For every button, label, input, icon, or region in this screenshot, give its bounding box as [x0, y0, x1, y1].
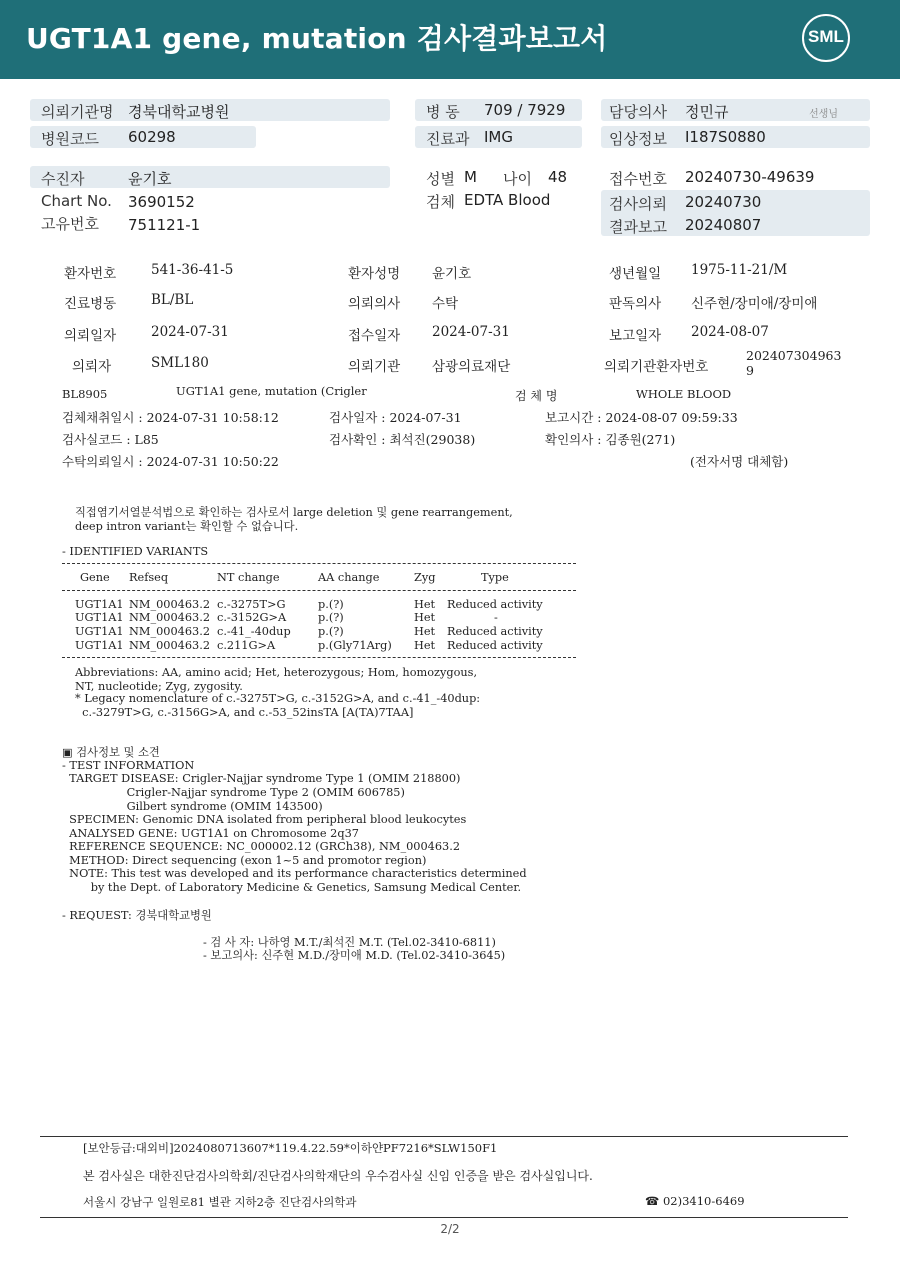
test-date: 검사일자 : 2024-07-31 — [329, 410, 462, 425]
variants-title: - IDENTIFIED VARIANTS — [62, 545, 209, 558]
receipt-label: 접수번호 — [609, 170, 667, 188]
test-info-line: NOTE: This test was developed and its performance characteristics determined — [62, 867, 527, 880]
ordering-org-label: 의뢰기관명 — [41, 103, 114, 121]
table-cell: UGT1A1 — [75, 639, 124, 652]
doc-label: 의뢰의사 — [348, 296, 401, 312]
col-gene: Gene — [80, 571, 110, 584]
table-cell: c.211G>A — [217, 639, 276, 652]
report-header — [0, 0, 900, 79]
security-line: [보안등급:대외비]2024080713607*119.4.22.59*이하얀PF7216*SLW150F1 — [83, 1141, 498, 1155]
dept-value: IMG — [484, 128, 513, 146]
table-cell: Het — [414, 625, 436, 638]
rep-value: 2024-08-07 — [691, 324, 769, 340]
intro-line-1: 직접염기서열분석법으로 확인하는 검사로서 large deletion 및 gene rearrangement, — [75, 506, 513, 519]
reqr-value: SML180 — [151, 355, 209, 371]
clinical-label: 임상정보 — [609, 130, 667, 148]
table-cell: UGT1A1 — [75, 598, 124, 611]
col-type: Type — [481, 571, 509, 584]
orgpat-value-2: 9 — [746, 363, 754, 378]
test-info-line: METHOD: Direct sequencing (exon 1~5 and promotor region) — [62, 854, 427, 867]
age-label: 나이 — [503, 170, 532, 188]
table-cell: Het — [414, 598, 436, 611]
patient-label: 수진자 — [41, 170, 85, 188]
certification-line: 본 검사실은 대한진단검사의학회/진단검사의학재단의 우수검사실 신임 인증을 받은 검사실입니다. — [83, 1169, 593, 1183]
doc-value: 수탁 — [432, 296, 459, 312]
phone-line: ☎ 02)3410-6469 — [645, 1194, 745, 1208]
col-refseq: Refseq — [129, 571, 169, 584]
abbr-line-3: * Legacy nomenclature of c.-3275T>G, c.-3152G>A, and c.-41_-40dup: — [75, 692, 481, 705]
table-cell: p.(?) — [318, 598, 344, 611]
verify-doctor: 확인의사 : 김종원(271) — [545, 432, 676, 447]
name-label: 환자성명 — [348, 266, 401, 282]
table-cell: NM_000463.2 — [129, 639, 211, 652]
logo-text: SML — [808, 27, 844, 46]
sex-label: 성별 — [426, 170, 455, 188]
age-value: 48 — [548, 168, 568, 186]
table-cell: Reduced activity — [447, 625, 543, 638]
table-divider-top — [62, 563, 576, 564]
table-cell: NM_000463.2 — [129, 625, 211, 638]
table-divider-bottom — [62, 657, 576, 658]
table-cell: UGT1A1 — [75, 611, 124, 624]
table-cell: NM_000463.2 — [129, 598, 211, 611]
address-line: 서울시 강남구 일원로81 별관 지하2층 진단검사의학과 — [83, 1195, 357, 1209]
table-cell: p.(Gly71Arg) — [318, 639, 392, 652]
hospital-code: 60298 — [128, 128, 176, 146]
org-value: 삼광의료재단 — [432, 359, 511, 375]
tester-line: - 검 사 자: 나하영 M.T./최석진 M.T. (Tel.02-3410-6811) — [203, 936, 496, 949]
receipt-number: 20240730-49639 — [685, 168, 815, 186]
org-label: 의뢰기관 — [348, 359, 401, 375]
test-info-line: by the Dept. of Laboratory Medicine & Genetics, Samsung Medical Center. — [62, 881, 522, 894]
esign-note: (전자서명 대체함) — [690, 454, 789, 469]
accept-time: 수탁의뢰일시 : 2024-07-31 10:50:22 — [62, 454, 279, 469]
test-info-line: TARGET DISEASE: Crigler-Najjar syndrome Type 1 (OMIM 218800) — [62, 772, 461, 785]
patient-name: 윤기호 — [128, 170, 172, 188]
test-info-line: REFERENCE SEQUENCE: NC_000002.12 (GRCh38), NM_000463.2 — [62, 840, 461, 853]
uid-label: 고유번호 — [41, 215, 99, 233]
spec-label: 검 체 명 — [515, 389, 558, 403]
specimen-value: EDTA Blood — [464, 191, 551, 209]
judge-value: 신주현/장미애/장미애 — [691, 296, 818, 312]
table-cell: Het — [414, 611, 436, 624]
test-info-line: ANALYSED GENE: UGT1A1 on Chromosome 2q37 — [62, 827, 359, 840]
reqr-label: 의뢰자 — [72, 359, 112, 375]
chart-number: 3690152 — [128, 193, 195, 211]
test-name: UGT1A1 gene, mutation (Crigler — [176, 384, 367, 398]
hospital-code-label: 병원코드 — [41, 130, 99, 148]
dob-value: 1975-11-21/M — [691, 262, 788, 278]
table-cell: - — [494, 611, 498, 624]
report-label: 결과보고 — [609, 218, 667, 236]
table-cell: Het — [414, 639, 436, 652]
col-aa-change: AA change — [318, 571, 380, 584]
name-value: 윤기호 — [432, 266, 472, 282]
ward-value: 709 / 7929 — [484, 101, 566, 119]
rec-label: 접수일자 — [348, 328, 401, 344]
abbr-line-2: NT, nucleotide; Zyg, zygosity. — [75, 680, 243, 693]
collect-time: 검체채취일시 : 2024-07-31 10:58:12 — [62, 410, 279, 425]
table-cell: NM_000463.2 — [129, 611, 211, 624]
table-cell: p.(?) — [318, 625, 344, 638]
table-cell: c.-3152G>A — [217, 611, 287, 624]
table-cell: Reduced activity — [447, 598, 543, 611]
test-info-line: Gilbert syndrome (OMIM 143500) — [62, 800, 323, 813]
test-info-line: SPECIMEN: Genomic DNA isolated from peripheral blood leukocytes — [62, 813, 467, 826]
test-code: BL8905 — [62, 387, 108, 401]
specimen-label: 검체 — [426, 193, 455, 211]
request-line: - REQUEST: 경북대학교병원 — [62, 909, 212, 922]
patno-value: 541-36-41-5 — [151, 262, 234, 278]
table-cell: Reduced activity — [447, 639, 543, 652]
reporter-line: - 보고의사: 신주현 M.D./장미애 M.D. (Tel.02-3410-3645) — [203, 949, 506, 962]
report-date: 20240807 — [685, 216, 762, 234]
patno-label: 환자번호 — [64, 266, 117, 282]
rec-value: 2024-07-31 — [432, 324, 510, 340]
report-title: UGT1A1 gene, mutation 검사결과보고서 — [26, 22, 608, 55]
request-date: 20240730 — [685, 193, 762, 211]
table-cell: UGT1A1 — [75, 625, 124, 638]
orgpat-value-1: 202407304963 — [746, 348, 842, 363]
rep-label: 보고일자 — [609, 328, 662, 344]
orgpat-label: 의뢰기관환자번호 — [604, 359, 709, 375]
page-number: 2/2 — [440, 1222, 460, 1236]
footer-rule-bottom — [40, 1217, 848, 1218]
clinical-info: I187S0880 — [685, 128, 766, 146]
table-divider-mid — [62, 590, 576, 591]
ordering-org: 경북대학교병원 — [128, 103, 230, 121]
dob-label: 생년월일 — [609, 266, 662, 282]
table-cell: c.-3275T>G — [217, 598, 286, 611]
req-value: 2024-07-31 — [151, 324, 229, 340]
lab-code: 검사실코드 : L85 — [62, 432, 159, 447]
abbr-line-1: Abbreviations: AA, amino acid; Het, heterozygous; Hom, homozygous, — [75, 666, 478, 679]
request-label: 검사의뢰 — [609, 195, 667, 213]
sml-logo — [802, 14, 850, 62]
sex-value: M — [464, 168, 477, 186]
col-nt-change: NT change — [217, 571, 280, 584]
col-zyg: Zyg — [414, 571, 436, 584]
test-confirm: 검사확인 : 최석진(29038) — [329, 432, 476, 447]
intro-line-2: deep intron variant는 확인할 수 없습니다. — [75, 520, 299, 533]
report-time: 보고시간 : 2024-08-07 09:59:33 — [545, 410, 738, 425]
test-info-line: - TEST INFORMATION — [62, 759, 195, 772]
dept-label: 진료과 — [426, 130, 470, 148]
section-title: ▣ 검사정보 및 소견 — [62, 746, 160, 759]
ward2-label: 진료병동 — [64, 296, 117, 312]
physician-suffix: 선생님 — [809, 109, 838, 120]
abbr-line-4: c.-3279T>G, c.-3156G>A, and c.-53_52insTA [A(TA)7TAA] — [75, 706, 414, 719]
spec-value: WHOLE BLOOD — [636, 387, 732, 401]
judge-label: 판독의사 — [609, 296, 662, 312]
ward-label: 병 동 — [426, 103, 460, 121]
test-info-line: Crigler-Najjar syndrome Type 2 (OMIM 606785) — [62, 786, 405, 799]
req-label: 의뢰일자 — [64, 328, 117, 344]
physician: 정민규 — [685, 103, 729, 121]
chart-label: Chart No. — [41, 192, 112, 210]
ward2-value: BL/BL — [151, 292, 194, 308]
table-cell: c.-41_-40dup — [217, 625, 291, 638]
footer-rule-top — [40, 1136, 848, 1137]
table-cell: p.(?) — [318, 611, 344, 624]
physician-label: 담당의사 — [609, 103, 667, 121]
uid-number: 751121-1 — [128, 216, 201, 234]
